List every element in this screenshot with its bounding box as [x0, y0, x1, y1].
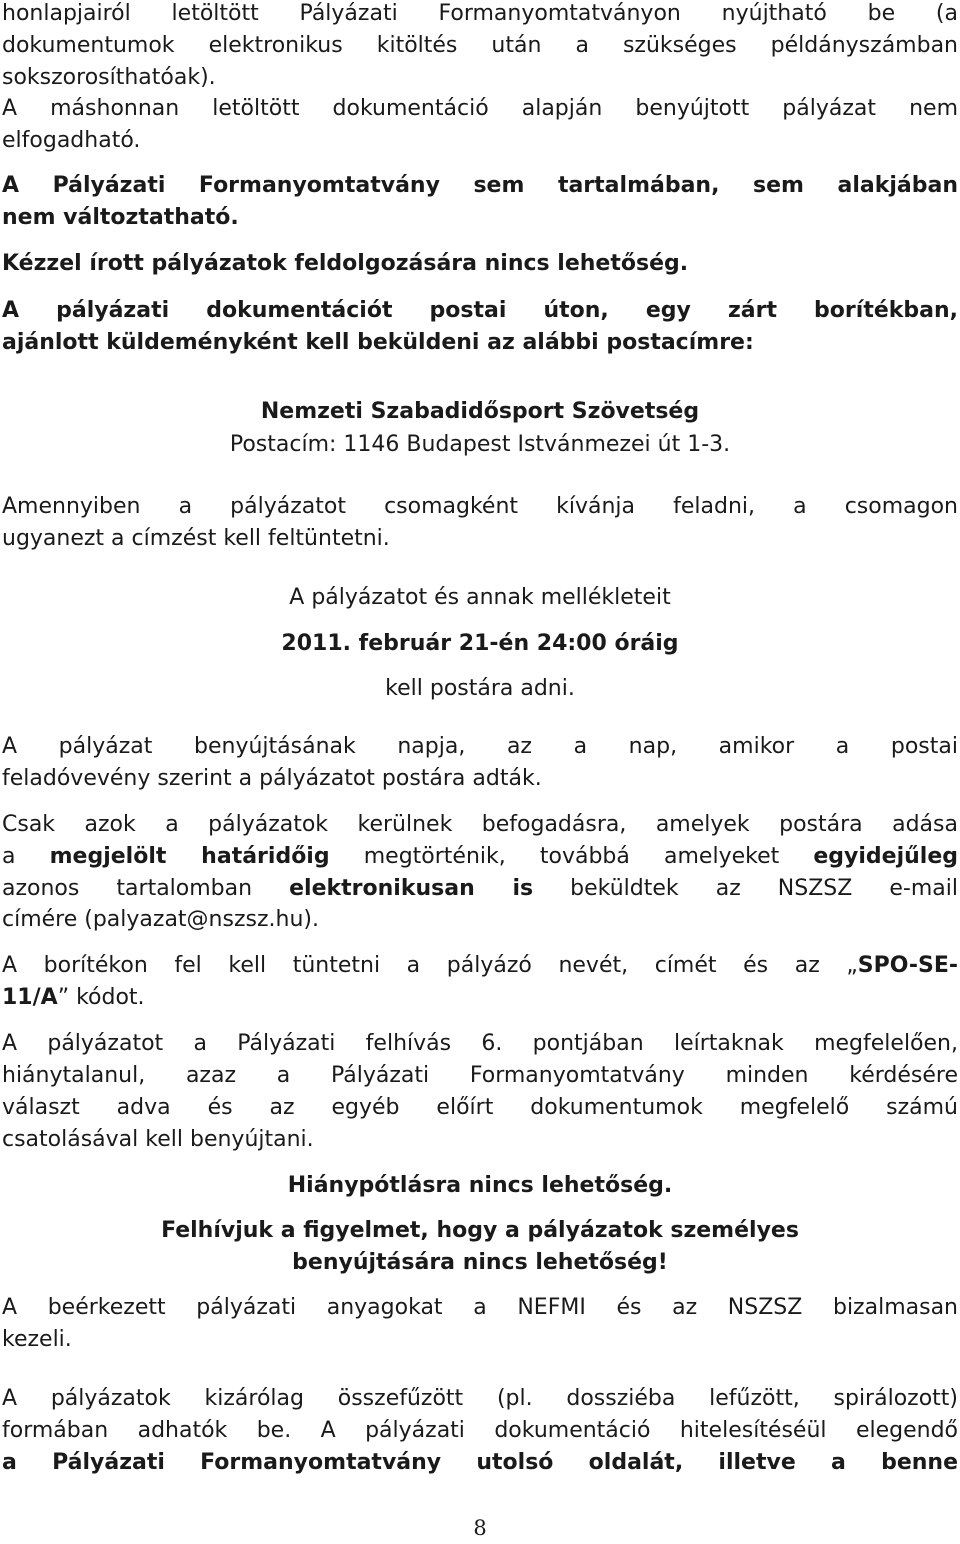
bold-notice-line: A Pályázati Formanyomtatvány sem tartalmában, sem alakjában [2, 173, 958, 198]
text-line: dokumentumok elektronikus kitöltés után a szükséges példányszámban [2, 33, 958, 58]
bold-notice-line: Kézzel írott pályázatok feldolgozására nincs lehetőség. [2, 251, 689, 276]
text-line: honlapjairól letöltött Pályázati Formanyomtatványon nyújtható be (a [2, 1, 958, 26]
text-line: A pályázatot a Pályázati felhívás 6. pontjában leírtaknak megfelelően, [2, 1031, 958, 1056]
text-segment-bold: 11/A [2, 985, 58, 1010]
notice-heading: Felhívjuk a figyelmet, hogy a pályázatok személyes [161, 1218, 799, 1243]
deadline-date: 2011. február 21-én 24:00 óráig [281, 631, 679, 656]
text-line: A máshonnan letöltött dokumentáció alapján benyújtott pályázat nem [2, 96, 958, 121]
text-line: ugyanezt a címzést kell feltüntetni. [2, 526, 390, 551]
text-line: Amennyiben a pályázatot csomagként kívánja feladni, a csomagon [2, 494, 958, 519]
bold-notice-line: A pályázati dokumentációt postai úton, egy zárt borítékban, [2, 298, 958, 323]
text-line: A pályázat benyújtásának napja, az a nap, amikor a postai [2, 734, 958, 759]
text-line-mixed [2, 982, 958, 1014]
text-line: A pályázatok kizárólag összefűzött (pl. dossziéba lefűzött, spirálozott) [2, 1386, 958, 1411]
deadline-intro: A pályázatot és annak mellékleteit [289, 585, 671, 610]
text-line: sokszorosíthatóak). [2, 65, 216, 90]
text-line: hiánytalanul, azaz a Pályázati Formanyomtatvány minden kérdésére [2, 1063, 958, 1088]
text-line: elfogadható. [2, 128, 141, 153]
text-line-mixed [2, 841, 958, 873]
notice-heading: benyújtására nincs lehetőség! [292, 1250, 668, 1275]
bold-notice-line: nem változtatható. [2, 205, 239, 230]
text-line: A beérkezett pályázati anyagokat a NEFMI és az NSZSZ bizalmasan [2, 1295, 958, 1320]
text-line: formában adhatók be. A pályázati dokumentáció hitelesítéséül elegendő [2, 1418, 958, 1443]
text-segment: megtörténik, továbbá amelyeket [329, 844, 814, 869]
text-line-mixed [2, 950, 958, 982]
text-segment: ” kódot. [57, 985, 145, 1010]
text-segment: a [2, 844, 50, 869]
text-line-mixed [2, 873, 958, 905]
recipient-address: Postacím: 1146 Budapest Istvánmezei út 1-3. [229, 432, 731, 457]
text-line: feladóvevény szerint a pályázatot postára adták. [2, 766, 542, 791]
text-segment-bold: SPO-SE- [857, 953, 958, 978]
text-segment: A borítékon fel kell tüntetni a pályázó nevét, címét és az „ [2, 953, 858, 978]
page-number: 8 [473, 1516, 487, 1540]
text-segment: beküldtek az NSZSZ e-mail [533, 876, 959, 901]
recipient-name: Nemzeti Szabadidősport Szövetség [260, 399, 700, 424]
notice-heading: Hiánypótlásra nincs lehetőség. [287, 1173, 673, 1198]
text-line: a Pályázati Formanyomtatvány utolsó oldalát, illetve a benne [2, 1450, 958, 1475]
text-line: Csak azok a pályázatok kerülnek befogadásra, amelyek postára adása [2, 812, 958, 837]
text-segment: azonos tartalomban [2, 876, 290, 901]
text-line: kezeli. [2, 1327, 72, 1352]
text-segment-bold: egyidejűleg [813, 844, 959, 869]
text-segment-bold: megjelölt határidőig [49, 844, 330, 869]
text-line: címére (palyazat@nszsz.hu). [2, 907, 319, 932]
text-line: csatolásával kell benyújtani. [2, 1127, 314, 1152]
text-line: választ adva és az egyéb előírt dokumentumok megfelelő számú [2, 1095, 958, 1120]
deadline-outro: kell postára adni. [385, 676, 575, 701]
text-segment-bold: elektronikusan is [289, 876, 534, 901]
bold-notice-line: ajánlott küldeményként kell beküldeni az alábbi postacímre: [2, 330, 754, 355]
